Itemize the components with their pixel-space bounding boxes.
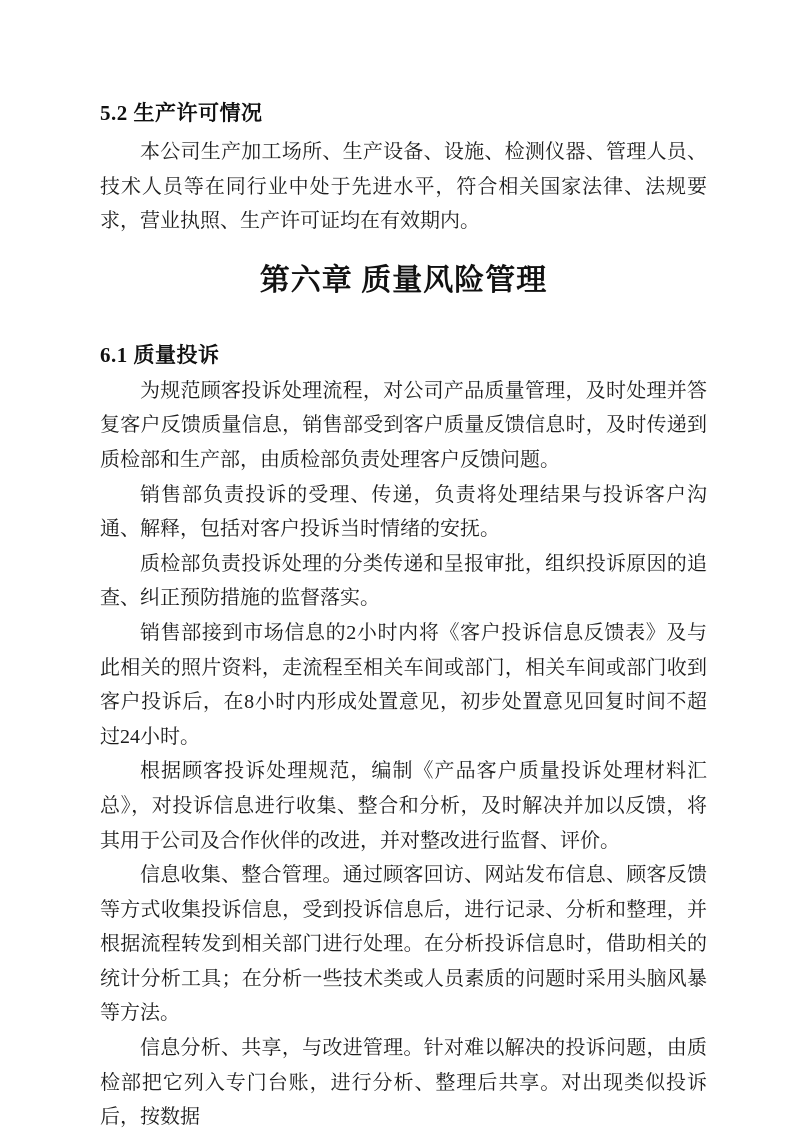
paragraph-info-analysis-sharing: 信息分析、共享，与改进管理。针对难以解决的投诉问题，由质检部把它列入专门台账，进行分析、整理后共享。对出现类似投诉后，按数据 (100, 1037, 707, 1129)
section-6-1-paragraphs (100, 374, 707, 1135)
paragraph-info-collection-management: 信息收集、整合管理。通过顾客回访、网站发布信息、顾客反馈等方式收集投诉信息，受到投诉信息后，进行记录、分析和整理，并根据流程转发到相关部门进行处理。在分析投诉信息时，借助相关的统计分析工具；在分析一些技术类或人员素质的问题时采用头脑风暴等方法。 (100, 864, 707, 1025)
paragraph-complaint-material-summary: 根据顾客投诉处理规范，编制《产品客户质量投诉处理材料汇总》，对投诉信息进行收集、整合和分析，及时解决并加以反馈，将其用于公司及合作伙伴的改进，并对整改进行监督、评价。 (100, 760, 707, 852)
paragraph-feedback-form-timing: 销售部接到市场信息的2小时内将《客户投诉信息反馈表》及与此相关的照片资料，走流程至相关车间或部门，相关车间或部门收到客户投诉后，在8小时内形成处置意见，初步处置意见回复时间不超过24小时。 (100, 621, 707, 748)
section-5-2-paragraph: 本公司生产加工场所、生产设备、设施、检测仪器、管理人员、技术人员等在同行业中处于先进水平，符合相关国家法律、法规要求，营业执照、生产许可证均在有效期内。 (100, 141, 707, 233)
paragraph-complaint-process-purpose: 为规范顾客投诉处理流程，对公司产品质量管理，及时处理并答复客户反馈质量信息，销售部受到客户质量反馈信息时，及时传递到质检部和生产部，由质检部负责处理客户反馈问题。 (100, 379, 707, 471)
paragraph-qc-dept-responsibility: 质检部负责投诉处理的分类传递和呈报审批，组织投诉原因的追查、纠正预防措施的监督落实。 (100, 552, 707, 610)
chapter-6-title: 第六章 质量风险管理 (259, 263, 548, 297)
section-heading-6-1: 6.1 质量投诉 (100, 342, 220, 367)
paragraph-sales-dept-responsibility: 销售部负责投诉的受理、传递，负责将处理结果与投诉客户沟通、解释，包括对客户投诉当时情绪的安抚。 (100, 483, 707, 541)
section-heading-5-2: 5.2 生产许可情况 (100, 101, 263, 125)
